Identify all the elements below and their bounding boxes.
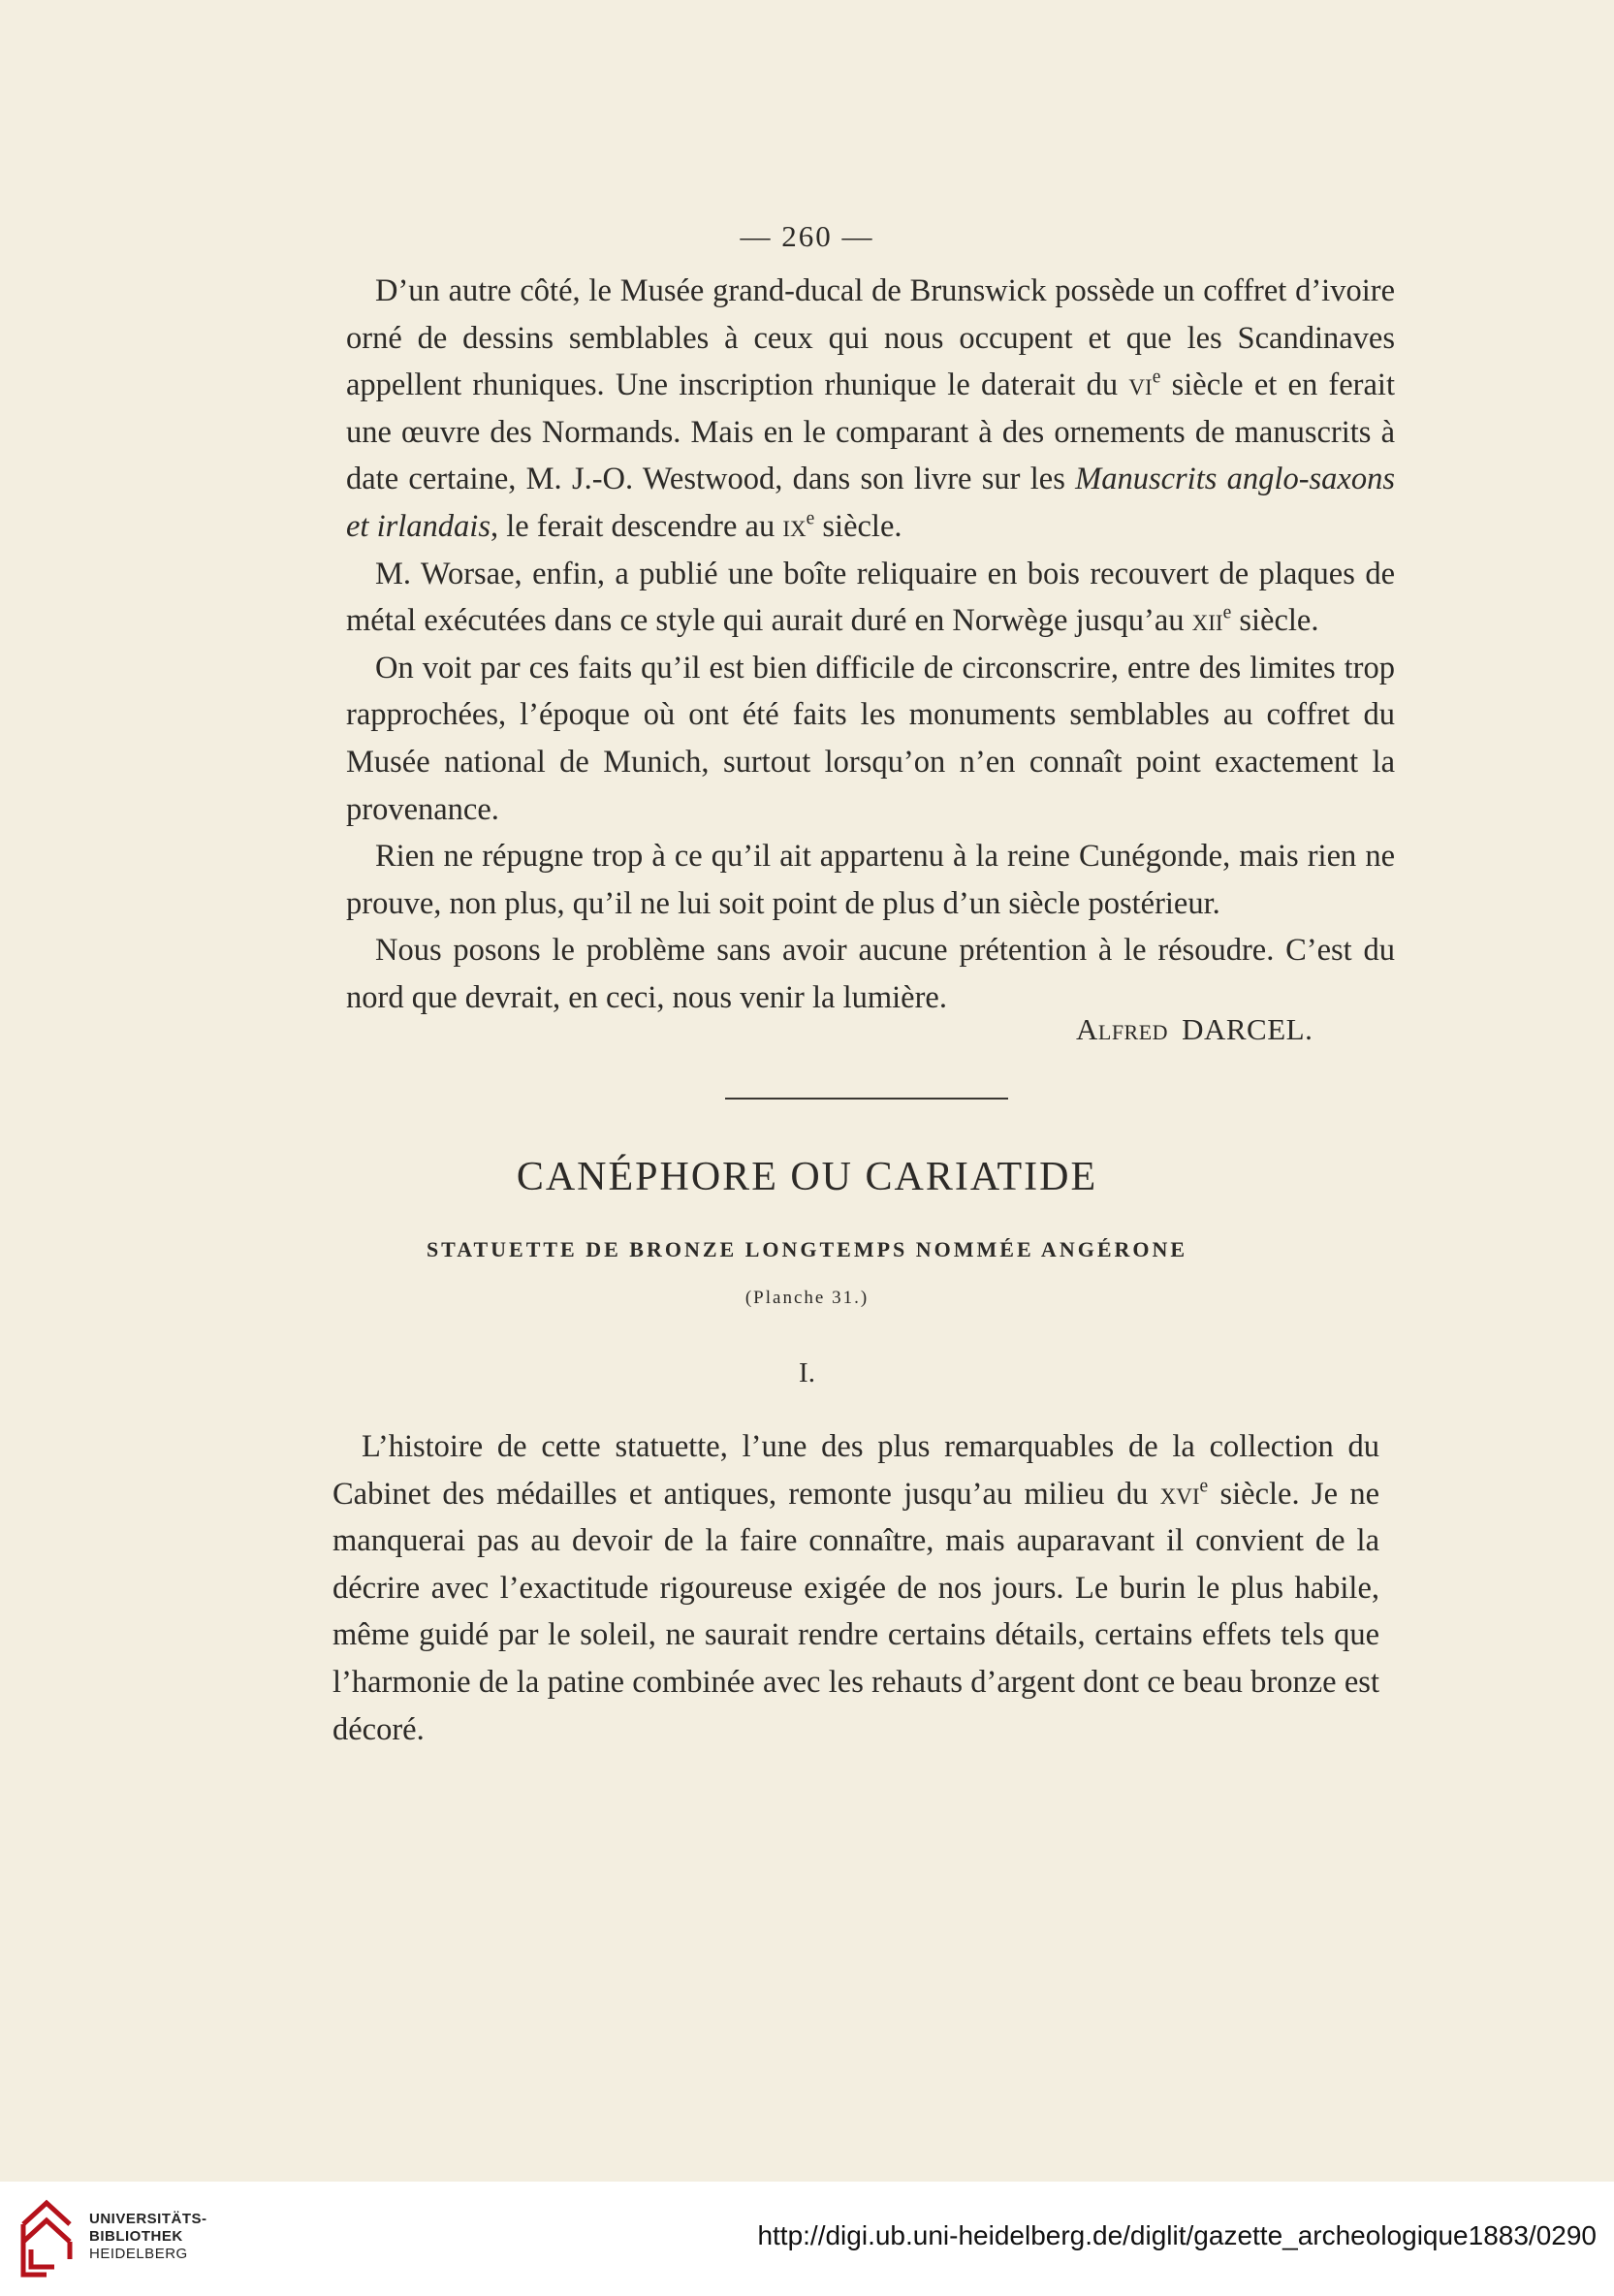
paragraph xyxy=(346,645,1395,833)
paragraph xyxy=(346,833,1395,927)
paragraph xyxy=(332,1423,1379,1753)
paragraph-segment: e xyxy=(1152,367,1161,388)
paragraph-segment: D’un autre côté, le Musée grand-ducal de Brunswick possède un coffret d’ivoire orné de dessins semblables à ceux qui nous occupent et que les Scandinaves appellent rhuniques. Une inscription rhunique le daterait du xyxy=(346,273,1395,403)
paragraph xyxy=(346,268,1395,551)
paragraph-segment: Rien ne répugne trop à ce qu’il ait appartenu à la reine Cunégonde, mais rien ne prouve, non plus, qu’il ne lui soit point de plus d’un siècle postérieur. xyxy=(346,839,1395,921)
article-title: CANÉPHORE OU CARIATIDE xyxy=(516,1155,1098,1199)
paragraph-segment: siècle. xyxy=(814,508,902,544)
plate-reference: (Planche 31.) xyxy=(744,1288,870,1308)
paragraph xyxy=(346,551,1395,645)
library-name[interactable] xyxy=(89,2211,244,2263)
author-last-name: DARCEL. xyxy=(1182,1012,1313,1046)
page-number: — 260 — xyxy=(740,219,874,253)
paragraph-segment: xii xyxy=(1191,603,1223,639)
library-name-line2: BIBLIOTHEK xyxy=(89,2228,183,2245)
paragraph-segment: ix xyxy=(782,508,807,544)
paragraph-segment: L’histoire de cette statuette, l’une des plus remarquables de la collection du Cabinet des médailles et antiques, remonte jusqu’au milieu du xyxy=(332,1429,1379,1512)
paragraph-segment: e xyxy=(1222,602,1232,623)
paragraph-segment: On voit par ces faits qu’il est bien difficile de circonscrire, entre des limites trop rapprochées, l’époque où ont été faits les monuments semblables au coffret du Musée national de Munich, surtout lorsqu’on n’en connaît point exactement la provenance. xyxy=(346,650,1395,827)
library-name-line1: UNIVERSITÄTS- xyxy=(89,2211,207,2227)
body-text-bottom xyxy=(332,1423,1379,1753)
article-subtitle: STATUETTE DE BRONZE LONGTEMPS NOMMÉE ANGÉRONE xyxy=(426,1237,1188,1261)
paragraph xyxy=(346,927,1395,1021)
permalink-url[interactable]: http://digi.ub.uni-heidelberg.de/diglit/gazette_archeologique1883/0290 xyxy=(757,2220,1597,2250)
paragraph-segment: Manuscrits anglo-saxons et irlandais xyxy=(346,462,1395,544)
paragraph-segment: Nous posons le problème sans avoir aucune prétention à le résoudre. C’est du nord que devrait, en ceci, nous venir la lumière. xyxy=(346,933,1395,1015)
body-text-top xyxy=(346,268,1395,1022)
paragraph-segment: , le ferait descendre au xyxy=(490,508,783,544)
paragraph-segment: siècle. Je ne manquerai pas au devoir de la faire connaître, mais auparavant il convient de la décrire avec l’exactitude rigoureuse exigée de nos jours. Le burin le plus habile, même guidé par le soleil, ne saurait rendre certains détails, certains effets tels que l’harmonie de la patine combinée avec les rehauts d’argent dont ce beau bronze est décoré. xyxy=(332,1476,1379,1747)
paragraph-segment: M. Worsae, enfin, a publié une boîte reliquaire en bois recouvert de plaques de métal exécutées dans ce style qui aurait duré en Norwège jusqu’au xyxy=(346,556,1395,639)
paragraph-segment: siècle. xyxy=(1231,603,1319,639)
section-number: I. xyxy=(799,1357,815,1388)
library-logo-icon[interactable] xyxy=(17,2195,81,2280)
paragraph-segment: vi xyxy=(1128,367,1153,403)
author-first-name: Alfred xyxy=(1076,1012,1169,1046)
paragraph-segment: siècle et en ferait une œuvre des Normands. Mais en le comparant à des ornements de manuscrits à date certaine, M. J.-O. Westwood, dans son livre sur les xyxy=(346,367,1395,497)
paragraph-segment: e xyxy=(806,508,815,529)
paragraph-segment: e xyxy=(1199,1475,1209,1496)
footer-bar xyxy=(0,2182,1614,2296)
library-name-line3: HEIDELBERG xyxy=(89,2246,188,2262)
paragraph-segment: xvi xyxy=(1159,1476,1200,1512)
section-divider xyxy=(725,1098,1008,1100)
author-signature xyxy=(1076,1012,1313,1047)
